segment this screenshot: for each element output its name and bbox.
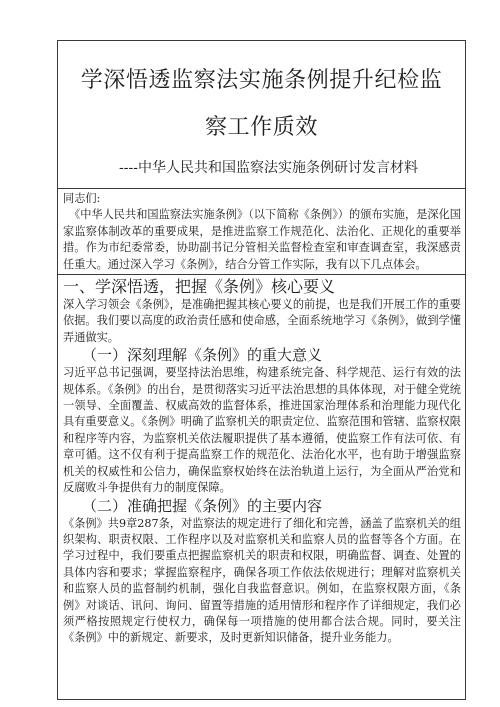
section-1 <box>58 275 465 647</box>
subsection-2-heading: （二）准确把握《条例》的主要内容 <box>82 496 323 515</box>
document-title: 学深悟透监察法实施条例提升纪检监察工作质效 <box>80 68 443 140</box>
salutation: 同志们: <box>63 192 101 205</box>
section-1-heading: 一、学深悟透，把握《条例》核心要义 <box>63 277 336 297</box>
subsection-1-heading: （一）深刻理解《条例》的重大意义 <box>82 346 323 365</box>
opening-block <box>58 189 465 275</box>
intro-paragraph: 《中华人民共和国监察法实施条例》（以下简称《条例》）的颁布实施，是深化国家监察体制改革的重要成果，是推进监察工作规范化、法治化、正规化的重要举措。作为市纪委常委，协助副书记分管相关监督检查室和审查调查室，我深感责任重大。通过深入学习《条例》，结合分管工作实际，我有以下几点体会。 <box>63 208 461 271</box>
title-block <box>58 41 465 189</box>
section-1-intro: 深入学习领会《条例》，是准确把握其核心要义的前提，也是我们开展工作的重要依据。我们要以高度的政治责任感和使命感，全面系统地学习《条例》，做到学懂弄通做实。 <box>63 298 461 344</box>
subsection-2-text: 《条例》共9章287条，对监察法的规定进行了细化和完善，涵盖了监察机关的组织架构、职责权限、工作程序以及对监察机关和监察人员的监督等各个方面。在学习过程中，我们要重点把握监察机关的职责和权限，明确监督、调查、处置的具体内容和要求；掌握监察程序，确保各项工作依法依规进行；理解对监察机关和监察人员的监督制约机制，强化自我监督意识。例如，在监察权限方面，《条例》对谈话、讯问、询问、留置等措施的适用情形和程序作了详细规定，我们必须严格按照规定行使权力，确保每一项措施的使用都合法合规。同时，要关注《条例》中的新规定、新要求，及时更新知识储备，提升业务能力。 <box>63 516 461 645</box>
document-subtitle: ----中华人民共和国监察法实施条例研讨发言材料 <box>119 160 418 176</box>
subsection-1-text: 习近平总书记强调，要坚持法治思维，构建系统完备、科学规范、运行有效的法规体系。《条例》的出台，是贯彻落实习近平法治思想的具体体现，对于健全党统一领导、全面覆盖、权威高效的监督体系，推进国家治理体系和治理能力现代化具有重要意义。《条例》明确了监察机关的职责定位、监察范围和管辖、监察权限和程序等内容，为监察机关依法履职提供了基本遵循，使监察工作有法可依、有章可循。这不仅有利于提高监察工作的规范化、法治化水平，也有助于增强监察机关的权威性和公信力，确保监察权始终在法治轨道上运行，为全面从严治党和反腐败斗争提供有力的制度保障。 <box>63 366 461 495</box>
document-frame <box>57 40 466 700</box>
